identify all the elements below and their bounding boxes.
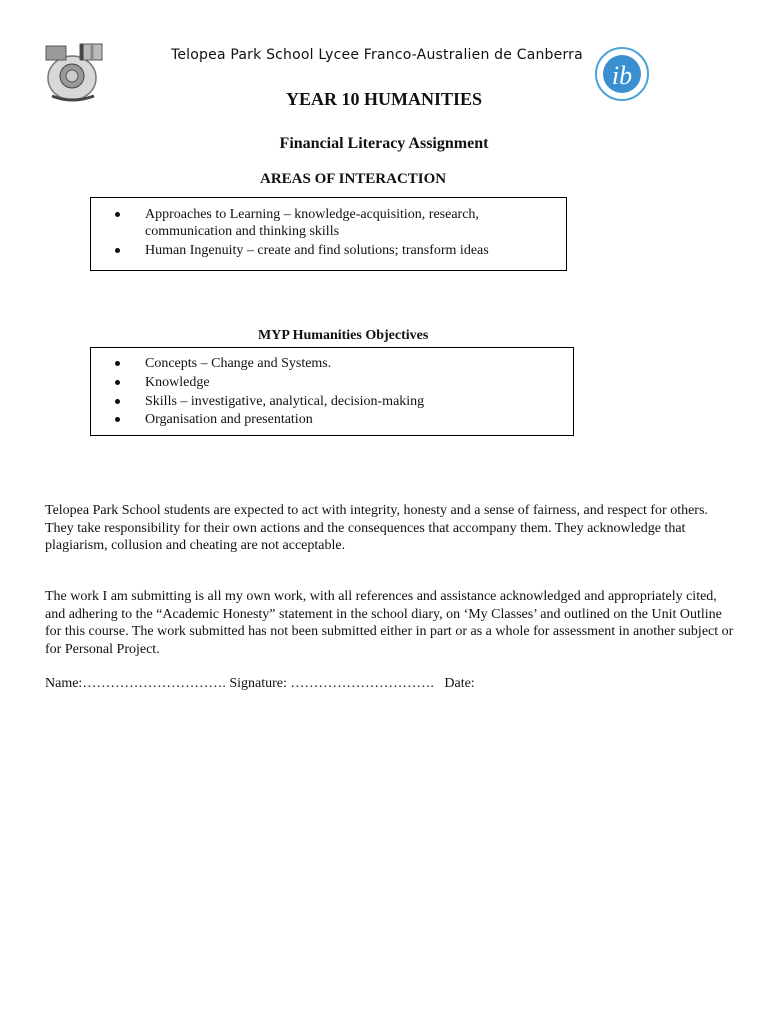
bullet-icon xyxy=(115,399,120,404)
bullet-icon xyxy=(115,380,120,385)
bullet-icon xyxy=(115,212,120,217)
integrity-statement: Telopea Park School students are expected to act with integrity, honesty and a sense of fairness, and respect for others. They take responsibility for their own actions and the consequences that accompany them. They acknowledge that plagiarism, collusion and cheating are not acceptable. xyxy=(45,503,708,553)
myp-objectives-box xyxy=(90,347,574,436)
assignment-title: Financial Literacy Assignment xyxy=(279,135,489,152)
bullet-icon xyxy=(115,248,120,253)
date-field: Date: xyxy=(444,676,475,691)
bullet-icon xyxy=(115,417,120,422)
list-item: Human Ingenuity – create and find solutions; transform ideas xyxy=(145,242,489,259)
list-item: Skills – investigative, analytical, decision-making xyxy=(145,393,424,410)
list-item: Concepts – Change and Systems. xyxy=(145,355,331,372)
areas-of-interaction-box xyxy=(90,197,567,271)
signature-field: Signature: …………………………. xyxy=(229,676,434,691)
bullet-icon xyxy=(115,361,120,366)
areas-of-interaction-heading: AREAS OF INTERACTION xyxy=(260,171,447,187)
myp-objectives-heading: MYP Humanities Objectives xyxy=(258,328,429,343)
list-item: Knowledge xyxy=(145,374,210,391)
list-item: Approaches to Learning – knowledge-acquisition, research, xyxy=(145,206,479,223)
school-name-header: Telopea Park School Lycee Franco-Australien de Canberra xyxy=(171,47,583,63)
name-field: Name:…………………………. xyxy=(45,676,226,691)
ib-logo-text: ib xyxy=(611,61,633,90)
declaration-statement: The work I am submitting is all my own work, with all references and assistance acknowledged and appropriately cited, and adhering to the “Academic Honesty” statement in the school diary, on ‘My Classes’ and outlined on the Unit Outline for this course. The work submitted has not been submitted either in part or as a whole for assessment in another subject or for Personal Project. xyxy=(45,589,734,657)
signature-line xyxy=(45,676,475,692)
page-title: YEAR 10 HUMANITIES xyxy=(285,89,483,109)
list-item-continuation: communication and thinking skills xyxy=(145,224,340,239)
list-item: Organisation and presentation xyxy=(145,411,313,428)
